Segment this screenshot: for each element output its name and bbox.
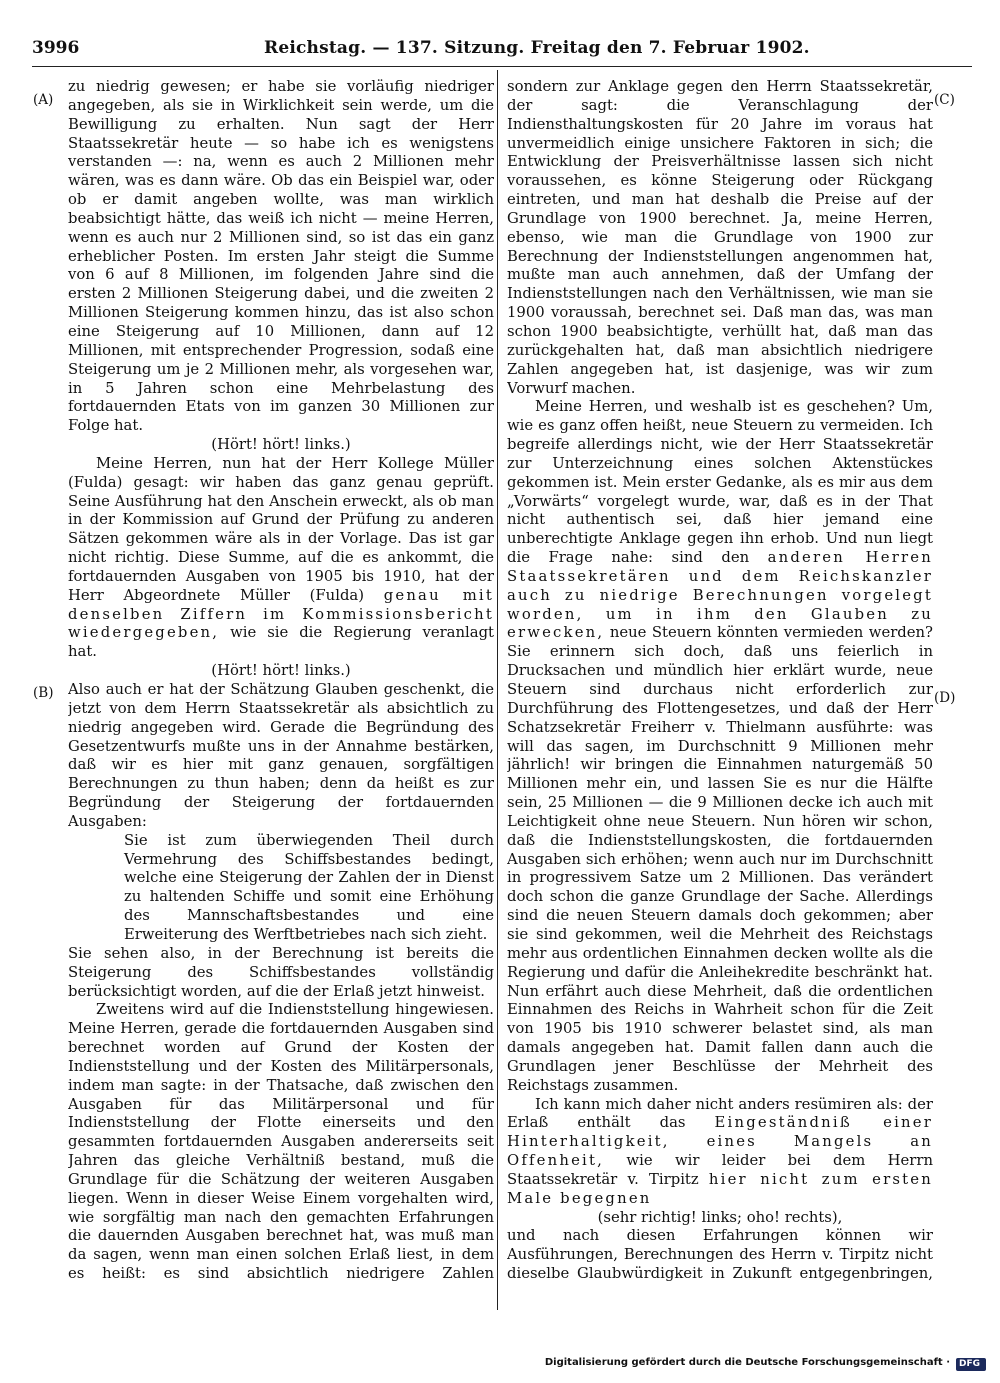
paragraph: und nach diesen Erfahrungen können wir Ausführungen, Berechnungen des Herrn v. Tirpitz nicht dieselbe Glaubwürdigkeit in Zukunft entgegenbringen,: [507, 1227, 933, 1283]
text-run: wie sie die Regierung veranlagt hat.: [68, 624, 494, 661]
margin-marker-a: (A): [33, 92, 54, 108]
page-number: 3996: [32, 38, 80, 58]
page-header: [32, 38, 972, 64]
text-run: neue Steuern könnten vermieden werden? Sie erinnern sich doch, daß uns feierlich in Drucksachen und mündlich hier erklärt wurde, neue Steuern sind durchaus nicht erforderlich zur Durchführung des Flottengesetzes, und daß der Herr Schatzsekretär Freiherr v. Thielmann ausführte: was will das sagen, im Durchschnitt 9 Millionen mehr jährlich! wir bringen die Einnahmen naturgemäß 50 Millionen mehr ein, und lassen Sie es nur die Hälfte sein, 25 Millionen — die 9 Millionen decke ich auch mit Leichtigkeit ohne neue Steuern. Nun hören wir schon, daß die Indienststellungskosten, die fortdauernden Ausgaben sich erhöhen; wenn auch nur im Durchschnitt in progressivem Satze um 2 Millionen. Das verändert doch schon die ganze Grundlage der Sache. Allerdings sind die neuen Steuern damals doch gekommen; aber sie sind gekommen, weil die Mehrheit des Reichstags mehr aus ordentlichen Einnahmen decken wollte als die Regierung und dafür die Anleihekredite beschränkt hat. Nun erfährt auch diese Mehrheit, daß die ordentlichen Einnahmen des Reichs in Wahrheit schon für die Zeit von 1905 bis 1910 schwerer belastet sind, als man damals angegeben hat. Damit fallen dann auch die Grundlagen jener Beschlüsse der Mehrheit des Reichstags zusammen.: [507, 624, 933, 1094]
footer: [544, 1357, 986, 1373]
funding-note: Digitalisierung gefördert durch die Deutsche Forschungsgemeinschaft ·: [544, 1357, 950, 1368]
text-run: Meine Herren, nun hat der Herr Kollege Müller (Fulda) gesagt: wir haben das ganz genau geprüft. Seine Ausführung hat den Anschein erweckt, als ob man in der Kommission auf Grund der Prüfung zu anderen Sätzen gekommen wäre als in der Vorlage. Das ist gar nicht richtig. Diese Summe, auf die es ankommt, die fortdauernden Ausgaben von 1905 bis 1910, hat der Herr Abgeordnete Müller (Fulda): [68, 454, 494, 604]
left-column: [68, 78, 494, 1283]
dfg-logo-label: DFG: [959, 1359, 981, 1369]
text-run: Ich kann mich daher nicht anders resümiren als: der Erlaß enthält das: [507, 1095, 933, 1132]
block-quote: Sie ist zum überwiegenden Theil durch Vermehrung des Schiffsbestandes bedingt, welche eine Steigerung der Zahlen der in Dienst zu haltenden Schiffe und somit eine Erhöhung des Mannschaftsbestandes und eine Erweiterung des Werftbetriebes nach sich zieht.: [124, 831, 494, 943]
margin-marker-d: (D): [934, 690, 956, 706]
emphasis-text: anderen Herren Staatssekretären und dem Reichskanzler auch zu niedrige Berechnungen vorgelegt worden, um in ihm den Glauben zu erwecken,: [507, 549, 933, 642]
header-rule: [32, 66, 972, 67]
emphasis-text: Eingeständniß einer Hinterhaltigkeit, eines Mangels an Offenheit,: [507, 1114, 933, 1170]
emphasis-text: hier nicht zum ersten Male begegnen: [507, 1170, 933, 1207]
paragraph: Sie sehen also, in der Berechnung ist bereits die Steigerung des Schiffsbestandes vollständig berücksichtigt worden, auf die der Erlaß jetzt hinweist.: [68, 944, 494, 1000]
margin-marker-b: (B): [33, 685, 54, 701]
interjection: (Hört! hört! links.): [211, 662, 351, 680]
right-column: [507, 78, 933, 1283]
emphasis-text: genau mit denselben Ziffern im Kommissionsbericht wiedergegeben,: [68, 586, 494, 642]
text-run: wie wir leider bei dem Herrn Staatssekretär v. Tirpitz: [507, 1152, 933, 1188]
dfg-logo-icon: [956, 1358, 986, 1371]
paragraph: [68, 455, 494, 662]
paragraph: Zweitens wird auf die Indienststellung hingewiesen. Meine Herren, gerade die fortdauernden Ausgaben sind berechnet worden auf Grund der Kosten der Indienststellung und der Kosten des Militärpersonals, indem man sagte: in der Thatsache, daß zwischen den Ausgaben für das Militärpersonal und für Indienststellung der Flotte einerseits und den gesammten fortdauernden Ausgaben andererseits seit Jahren das gleiche Verhältniß bestand, muß die Grundlage für die Schätzung der weiteren Ausgaben liegen. Wenn in dieser Weise Einem vorgehalten wird, wie sorgfältig man nach den gemachten Erfahrungen die dauernden Ausgaben berechnet hat, was muß man da sagen, wenn man einen solchen Erlaß liest, in dem es heißt: es sind absichtlich niedrigere Zahlen: [68, 1001, 494, 1283]
running-title: Reichstag. — 137. Sitzung. Freitag den 7. Februar 1902.: [264, 38, 810, 58]
margin-marker-c: (C): [934, 92, 955, 108]
column-divider: [497, 70, 498, 1310]
paragraph: [507, 1096, 933, 1209]
paragraph: Also auch er hat der Schätzung Glauben geschenkt, die jetzt von dem Herrn Staatssekretär als absichtlich zu niedrig angegeben wird. Gerade die Begründung des Gesetzentwurfs mußte uns in der Annahme bestärken, daß wir es hier mit ganz genauen, sorgfältigen Berechnungen zu thun haben; denn da heißt es zur Begründung der Steigerung der fortdauernden Ausgaben:: [68, 681, 494, 830]
interjection: (sehr richtig! links; oho! rechts),: [597, 1208, 843, 1226]
interjection: (Hört! hört! links.): [211, 436, 351, 454]
paragraph: sondern zur Anklage gegen den Herrn Staatssekretär, der sagt: die Veranschlagung der Indiensthaltungskosten für 20 Jahre im voraus hat unvermeidlich einige unsichere Faktoren in sich; die Entwicklung der Preisverhältnisse lassen sich nicht voraussehen, es könne Steigerung oder Rückgang eintreten, und man hat deshalb die Preise auf der Grundlage von 1900 berechnet. Ja, meine Herren, ebenso, wie man die Grundlage von 1900 zur Berechnung der Indienststellungen angenommen hat, mußte man auch annehmen, daß der Umfang der Indienststellungen nach den Verhältnissen, wie man sie 1900 voraussah, berechnet sei. Daß man das, was man schon 1900 beabsichtigte, verhüllt hat, daß man das zurückgehalten hat, daß man absichtlich niedrigere Zahlen angegeben hat, ist dasjenige, was wir zum Vorwurf machen.: [507, 78, 933, 397]
paragraph: [507, 398, 933, 1095]
text-run: Meine Herren, und weshalb ist es geschehen? Um, wie es ganz offen heißt, neue Steuern zu vermeiden. Ich begreife allerdings nicht, wie der Herr Staatssekretär zur Unterzeichnung eines solchen Aktenstückes gekommen ist. Mein erster Gedanke, als es mir aus dem „Vorwärts“ vorgelegt wurde, war, daß es in der That nicht authentisch sei, daß hier jemand eine unberechtigte Anklage gegen ihn erhob. Und nun liegt die Frage nahe: sind den: [507, 398, 933, 567]
paragraph: zu niedrig gewesen; er habe sie vorläufig niedriger angegeben, als sie in Wirklichkeit sein werde, um die Bewilligung zu erhalten. Nun sagt der Herr Staatssekretär heute — so habe ich es wenigstens verstanden —: na, wenn es auch 2 Millionen mehr wären, was es dann wäre. Ob das ein Beispiel war, oder ob er damit angeben wollte, was man wirklich beabsichtigt hätte, das weiß ich nicht — meine Herren, wenn es auch nur 2 Millionen sind, so ist das ein ganz erheblicher Posten. Im ersten Jahr steigt die Summe von 6 auf 8 Millionen, im folgenden Jahre sind die ersten 2 Millionen Steigerung dabei, und die zweiten 2 Millionen Steigerung kommen hinzu, das ist also schon eine Steigerung auf 10 Millionen, dann auf 12 Millionen, mit entsprechender Progression, sodaß eine Steigerung um je 2 Millionen mehr, als vorgesehen war, in 5 Jahren schon eine Mehrbelastung des fortdauernden Etats von im ganzen 30 Millionen zur Folge hat.: [68, 78, 494, 435]
